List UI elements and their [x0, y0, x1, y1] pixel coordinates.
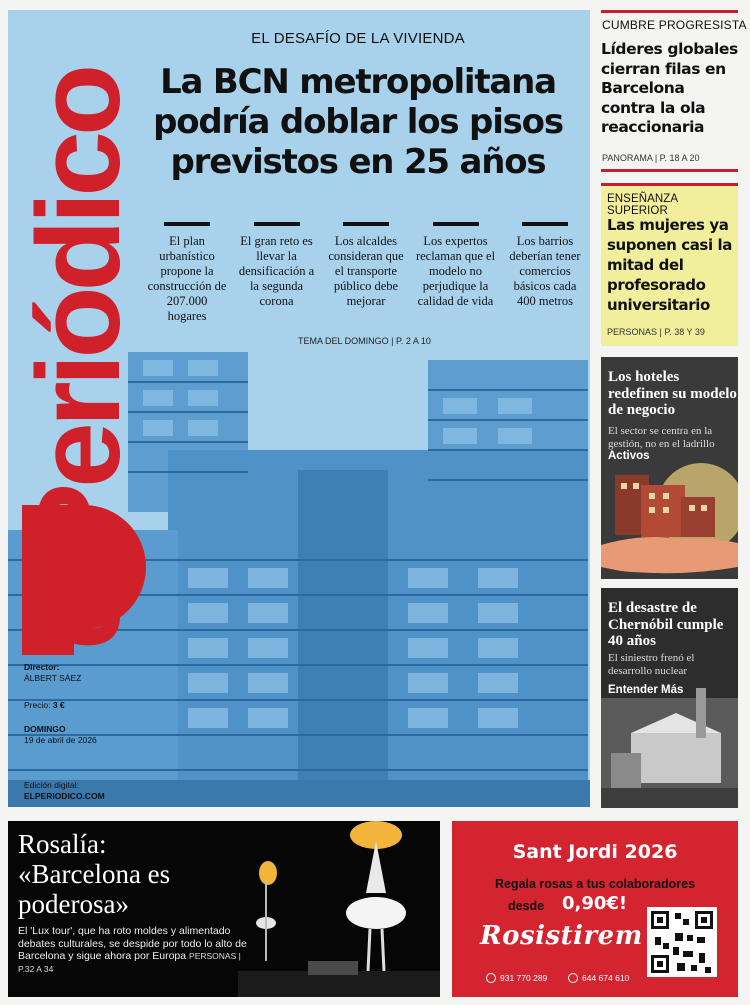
main-story-panel[interactable]: [8, 10, 590, 807]
story4-description: El siniestro frenó el desarrollo nuclear: [608, 652, 695, 677]
story1-kicker: CUMBRE PROGRESISTA: [602, 18, 747, 32]
point-divider: [164, 222, 210, 226]
qr-code[interactable]: [647, 907, 717, 977]
director-label: Director:: [24, 662, 60, 672]
story2-divider: [601, 183, 738, 186]
story4-section-tag: Entender Más: [608, 684, 684, 696]
date-value: 19 de abril de 2026: [24, 735, 97, 745]
director-block: [24, 662, 81, 684]
story1-title[interactable]: Líderes globales cierran filas en Barcelona contra la ola reaccionaria: [601, 40, 738, 136]
price-value: 3 €: [52, 700, 65, 710]
digital-label: Edición digital:: [24, 780, 79, 790]
cover-point: [415, 222, 497, 332]
story2-ref: PERSONAS | P. 38 Y 39: [607, 327, 705, 337]
sidebar-divider: [601, 169, 738, 172]
story4-title[interactable]: El desastre de Chernóbil cumple 40 años: [608, 600, 724, 649]
cover-point: [325, 222, 407, 332]
rosalia-desc-text: El 'Lux tour', que ha roto moldes y alimentado debates culturales, se despide por todo lo alto de Barcelona y sigue ahora por Europa: [18, 925, 247, 962]
rosalia-description: [18, 925, 258, 975]
director-name: ÁLBERT SÁEZ: [24, 673, 82, 683]
point-divider: [522, 222, 568, 226]
story3-description: El sector se centra en la gestión, no en el ladrillo: [608, 425, 715, 450]
sant-jordi-ad[interactable]: [452, 821, 738, 997]
point-text: Los alcaldes consideran que el transporte público debe mejorar: [328, 234, 404, 308]
story3-panel[interactable]: [601, 357, 738, 579]
cover-point: [504, 222, 586, 332]
point-text: El gran reto es llevar la densificación a la segunda corona: [238, 234, 315, 308]
day-label: DOMINGO: [24, 724, 66, 734]
section-reference: TEMA DEL DOMINGO | P. 2 A 10: [298, 336, 431, 346]
ad-from-label: desde: [508, 899, 545, 913]
rosalia-title[interactable]: Rosalía: «Barcelona es poderosa»: [18, 829, 171, 919]
digital-edition-block: [24, 780, 105, 802]
ad-phone-1[interactable]: [486, 973, 547, 983]
cover-point: [236, 222, 318, 332]
concert-photo: [238, 821, 440, 997]
cover-kicker: EL DESAFÍO DE LA VIVIENDA: [251, 30, 465, 47]
point-divider: [254, 222, 300, 226]
price-block: [24, 700, 65, 711]
story3-title[interactable]: Los hoteles redefinen su modelo de negocio: [608, 369, 737, 418]
story2-title[interactable]: Las mujeres ya suponen casi la mitad del profesorado universitario: [607, 216, 732, 314]
phone-icon: [486, 973, 496, 983]
cover-point: [146, 222, 228, 332]
story2-panel[interactable]: [601, 183, 738, 346]
point-divider: [433, 222, 479, 226]
phone-number: 931 770 289: [500, 973, 548, 983]
cover-points: [146, 222, 586, 332]
point-text: Los barrios deberían tener comercios básicos cada 400 metros: [509, 234, 581, 308]
digital-site-link[interactable]: ELPERIODICO.COM: [24, 791, 105, 801]
ad-title: Sant Jordi 2026: [512, 841, 678, 863]
cover-headline[interactable]: La BCN metropolitana podría doblar los pisos previstos en 25 años: [153, 62, 563, 182]
ad-phone-2[interactable]: [568, 973, 629, 983]
sidebar-divider: [601, 10, 738, 13]
story3-section-tag: Activos: [608, 450, 650, 462]
whatsapp-icon: [568, 973, 578, 983]
masthead-logo-p-mark: [22, 505, 146, 655]
rosalia-ref: PERSONAS | P.32 A 34: [18, 951, 241, 974]
date-block: [24, 724, 97, 746]
story2-kicker: ENSEÑANZA SUPERIOR: [607, 193, 678, 217]
story4-panel[interactable]: [601, 588, 738, 808]
rosalia-story[interactable]: [8, 821, 440, 997]
price-label: Precio:: [24, 700, 51, 710]
ad-brand-logo: Rosistirem: [480, 921, 643, 951]
point-text: Los expertos reclaman que el modelo no perjudique la calidad de vida: [415, 234, 496, 308]
point-text: El plan urbanístico propone la construcción de 207.000 hogares: [147, 234, 227, 323]
phone-number: 644 674 610: [582, 973, 630, 983]
ad-offer-line: Regala rosas a tus colaboradores: [494, 877, 696, 891]
ad-price: 0,90€!: [562, 893, 628, 914]
story1-ref: PANORAMA | P. 18 A 20: [602, 153, 700, 163]
point-divider: [343, 222, 389, 226]
